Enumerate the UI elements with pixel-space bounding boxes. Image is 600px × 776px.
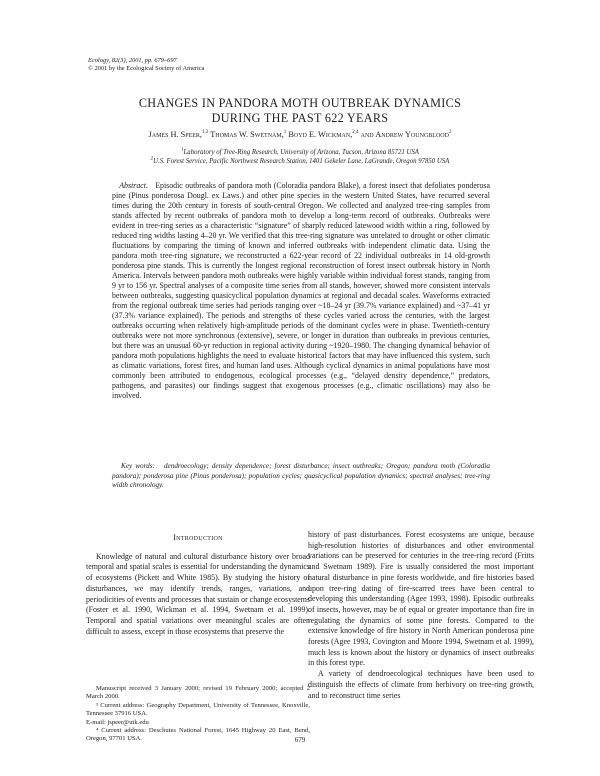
affiliation-1 — [60, 148, 540, 157]
journal-citation — [88, 57, 204, 73]
footnote-email: E-mail: jspeer@utk.edu — [86, 718, 149, 726]
journal-line-2: © 2001 by the Ecological Society of America — [88, 65, 205, 72]
author-2: Thomas W. Swetnam, — [210, 130, 284, 139]
footnote-received: Manuscript received 3 January 2000; revised 19 February 2000; accepted 2 March 2000. — [86, 685, 310, 701]
author-list — [60, 130, 540, 140]
affiliation-1-sup: 1 — [181, 147, 184, 153]
author-1-sup: 1,3 — [202, 130, 209, 136]
author-3-sup: 2,4 — [352, 130, 359, 136]
right-column — [308, 530, 534, 701]
author-4-sup: 2 — [448, 130, 452, 136]
author-2-sup: 1 — [283, 130, 287, 136]
footnote-3: ³ Current address: Geography Department, University of Tennessee, Knoxville, Tennessee 37916 USA. — [86, 701, 310, 718]
keywords — [112, 462, 490, 491]
page-number: 679 — [294, 736, 306, 744]
intro-paragraph-2: A variety of dendroecological techniques have been used to distinguish the effects of climate from herbivory on tree-ring growth, and to reconstruct time series — [308, 669, 534, 700]
article-title — [60, 96, 540, 126]
abstract-text: Episodic outbreaks of pandora moth (Coloradia pandora Blake), a forest insect that defoliates ponderosa pine (Pinus ponderosa Dougl. ex Laws.) and other pine species in the western United States, have recurred several times during the 20th century in forests of south-central Oregon. We collected and analyzed tree-ring samples from stands affected by recent outbreaks of pandora moth to develop a long-term record of outbreaks. Outbreaks were evident in tree-ring series as a characteristic “signature” of sharply reduced latewood width within a ring, followed by reduced ring widths lasting 4–20 yr. We verified that this tree-ring signature was unrelated to drought or other climatic fluctuations by comparing the timing of known and inferred outbreaks with independent climatic data. Using the pandora moth tree-ring signature, we reconstructed a 622-year record of 22 individual outbreaks in 14 old-growth ponderosa pine stands. This is currently the longest regional reconstruction of forest insect outbreak history in North America. Intervals between pandora moth outbreaks were highly variable within individual forest stands, ranging from 9 yr to 156 yr. Spectral analyses of a composite time series from all stands, however, showed more consistent intervals between outbreaks, suggesting quasicyclical population dynamics at regional and decadal scales. Waveforms extracted from the regional outbreak time series had periods ranging over ~18–24 yr (39.7% variance explained) and ~37–41 yr (37.3% variance explained). The periods and strengths of these cycles varied across the centuries, with the largest outbreaks occurring when relatively high-amplitude periods of the dominant cycles were in phase. Twentieth-century outbreaks were not more synchronous (extensive), severe, or longer in duration than outbreaks in previous centuries, but there was an unusual 60-yr reduction in regional activity during ~1920–1980. The changing dynamical behavior of pandora moth populations highlights the need to evaluate historical factors that may have influenced this system, such as climatic variations, forest fires, and human land uses. Although cyclical dynamics in animal populations have most commonly been attributed to endogenous, ecological processes (e.g., “delayed density dependence,” predators, pathogens, and parasites) our findings suggest that exogenous processes (e.g., climatic oscillations) may also be involved. — [112, 181, 490, 400]
journal-line-1: Ecology, 82(3), 2001, pp. 679–697 — [88, 57, 177, 64]
affiliation-2-sup: 2 — [150, 156, 154, 162]
title-line-1: CHANGES IN PANDORA MOTH OUTBREAK DYNAMICS — [138, 96, 462, 110]
section-heading-introduction: Introduction — [173, 533, 223, 542]
affiliation-2-text: U.S. Forest Service, Pacific Northwest Research Station, 1401 Gekeler Lane, LaGrande, Oregon 97850 USA — [153, 158, 450, 165]
left-column — [86, 533, 310, 637]
author-4: and Andrew Youngblood — [360, 130, 449, 139]
abstract-label: Abstract. — [119, 181, 148, 190]
abstract — [112, 181, 490, 401]
intro-paragraph-1-continued: history of past disturbances. Forest ecosystems are unique, because high-resolution histories of disturbances and other environmental variations can be preserved for centuries in the tree-ring record (Fritts and Swetnam 1989). Fire is usually considered the most important natural disturbance in pine forests worldwide, and fire histories based upon tree-ring dating of fire-scarred trees have been central to developing this understanding (Agee 1993, 1998). Episodic outbreaks of insects, however, may be of equal or greater importance than fire in regulating the dynamics of some pine forests. Compared to the extensive knowledge of fire history in North American ponderosa pine forests (Agee 1993, Covington and Moore 1994, Swetnam et al. 1999), much less is known about the history or dynamics of insect outbreaks in this forest type. — [308, 530, 534, 668]
intro-paragraph-1: Knowledge of natural and cultural disturbance history over broad temporal and spatial scales is essential for understanding the dynamics of ecosystems (Pickett and White 1985). By studying the history of disturbances, we may identify trends, ranges, variations, and periodicities of events and processes that sustain or change ecosystems (Foster et al. 1990, Wickman et al. 1994, Swetnam et al. 1999). Temporal and spatial variations over meaningful scales are often difficult to assess, except in those ecosystems that preserve the — [86, 551, 310, 636]
title-line-2: DURING THE PAST 622 YEARS — [211, 111, 389, 125]
affiliations — [60, 148, 540, 166]
affiliation-1-text: Laboratory of Tree-Ring Research, University of Arizona, Tucson, Arizona 85721 USA — [183, 149, 419, 156]
keywords-text: dendroecology; density dependence; forest disturbance; insect outbreaks; Oregon; pandora moth (Coloradia pandora); ponderosa pine (Pinus ponderosa); population cycles; quasicyclical population dynamics; spectral analyses; tree-ring width chronology. — [112, 462, 490, 490]
author-3: Boyd E. Wickman, — [288, 130, 353, 139]
author-1: James H. Speer, — [148, 130, 203, 139]
affiliation-2 — [60, 157, 540, 166]
keywords-label: Key words: — [121, 462, 155, 470]
footnote-4: ⁴ Current address: Deschutes National Forest, 1645 Highway 20 East, Bend, Oregon, 97701 USA. — [86, 727, 310, 743]
